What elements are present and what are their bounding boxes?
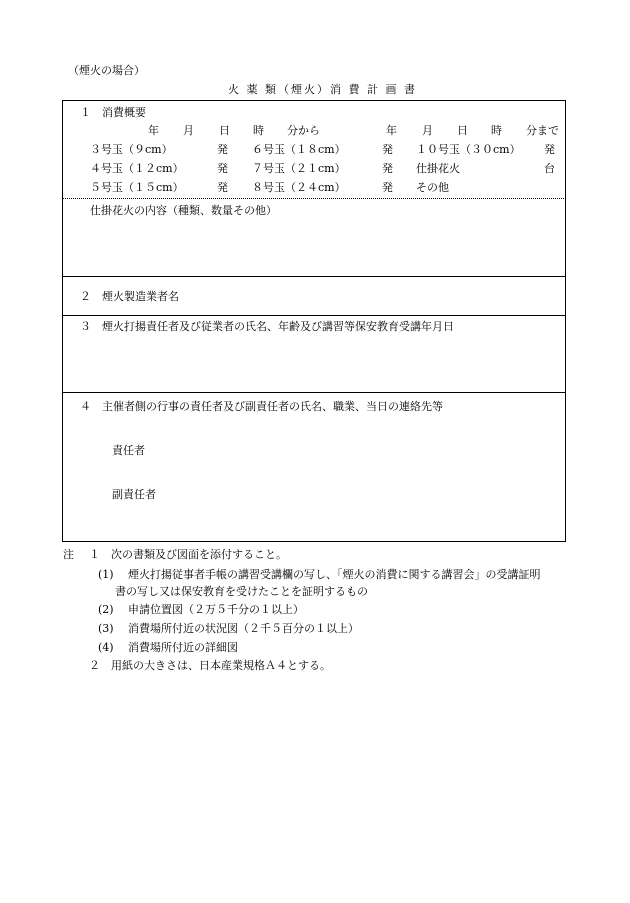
form-title: 火 薬 類（煙火）消 費 計 画 書: [228, 83, 417, 96]
period-start-minute: 分から: [287, 124, 320, 137]
shell-unit: 発: [382, 181, 393, 194]
dotted-divider: [62, 198, 566, 199]
note-item-text: 消費場所付近の状況図（２千５百分の１以上）: [128, 622, 359, 635]
shell-unit: 発: [382, 162, 393, 175]
note-item-num: (3): [98, 622, 114, 635]
note-item-text: 消費場所付近の詳細図: [128, 641, 238, 654]
shell-label: その他: [416, 181, 449, 194]
divider: [62, 315, 566, 316]
note-item-num: (1): [98, 568, 114, 581]
section3-heading: ３ 煙火打揚責任者及び従業者の氏名、年齢及び講習等保安教育受講年月日: [80, 320, 454, 333]
period-start-hour: 時: [253, 124, 264, 137]
shikake-label: 仕掛花火の内容（種類、数量その他）: [90, 204, 277, 217]
divider: [62, 276, 566, 277]
vice-responsible-label: 副責任者: [112, 488, 156, 501]
note-item-num: (2): [98, 603, 114, 616]
responsible-label: 責任者: [112, 444, 145, 457]
period-end-year: 年: [386, 124, 397, 137]
period-end-minute: 分まで: [526, 124, 559, 137]
period-end-hour: 時: [491, 124, 502, 137]
shell-unit: 発: [382, 143, 393, 156]
notes-mark: 注: [63, 548, 74, 561]
note-2: ２ 用紙の大きさは、日本産業規格Ａ４とする。: [89, 659, 331, 672]
note-item-text: 煙火打揚従事者手帳の講習受講欄の写し、「煙火の消費に関する講習会」の受講証明: [128, 568, 541, 581]
period-end-day: 日: [457, 124, 468, 137]
shell-label: ６号玉（１８cm）: [252, 143, 346, 156]
form-category: （煙火の場合）: [68, 64, 145, 77]
shell-label: ７号玉（２１cm）: [252, 162, 346, 175]
section4-heading: ４ 主催者側の行事の責任者及び副責任者の氏名、職業、当日の連絡先等: [80, 400, 443, 413]
shell-unit: 発: [217, 162, 228, 175]
note-1: １ 次の書類及び図面を添付すること。: [89, 548, 287, 561]
shell-unit: 発: [217, 181, 228, 194]
shell-label: １０号玉（３０cm）: [416, 143, 521, 156]
shell-label: ４号玉（１２cm）: [90, 162, 184, 175]
shell-unit: 台: [544, 162, 555, 175]
shell-label: ５号玉（１５cm）: [90, 181, 184, 194]
shell-label: 仕掛花火: [416, 162, 460, 175]
note-item-text-cont: 書の写し又は保安教育を受けたことを証明するもの: [115, 585, 368, 598]
period-start-year: 年: [148, 124, 159, 137]
section1-heading: １ 消費概要: [80, 106, 146, 119]
shell-unit: 発: [217, 143, 228, 156]
period-start-month: 月: [183, 124, 194, 137]
shell-unit: 発: [544, 143, 555, 156]
section2-heading: ２ 煙火製造業者名: [80, 290, 179, 303]
shell-label: ８号玉（２４cm）: [252, 181, 346, 194]
divider: [62, 392, 566, 393]
period-end-month: 月: [422, 124, 433, 137]
period-start-day: 日: [219, 124, 230, 137]
shell-label: ３号玉（９cm）: [90, 143, 173, 156]
note-item-num: (4): [98, 641, 114, 654]
note-item-text: 申請位置図（２万５千分の１以上）: [128, 603, 304, 616]
